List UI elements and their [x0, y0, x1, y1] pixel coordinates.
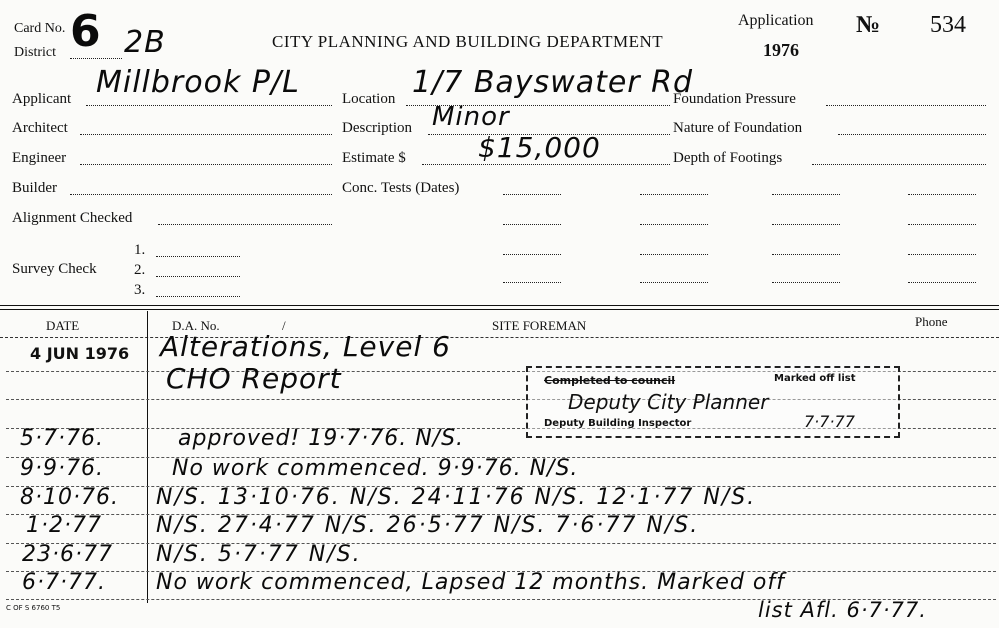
application-number: 534 — [930, 12, 966, 38]
estimate-value: $15,000 — [478, 131, 601, 164]
entry-date: 23·6·77 — [22, 542, 113, 567]
entry-text: CHO Report — [166, 362, 342, 395]
conc-test-blank — [772, 194, 840, 195]
entry-date: 1·2·77 — [26, 513, 102, 538]
nature-of-foundation-label: Nature of Foundation — [673, 120, 803, 136]
entry-date: 4 JUN 1976 — [30, 344, 130, 363]
stamp-bottom-left: Deputy Building Inspector — [544, 418, 692, 429]
conc-test-blank — [908, 282, 976, 283]
district-value: 2B — [124, 25, 166, 60]
section-divider — [0, 305, 999, 306]
entry-text: N/S. 27·4·77 N/S. 26·5·77 N/S. 7·6·77 N/S. — [156, 513, 700, 538]
entry-text: No work commenced, Lapsed 12 months. Marked off — [156, 570, 785, 595]
conc-test-blank — [640, 254, 708, 255]
location-value: 1/7 Bayswater Rd — [412, 65, 694, 100]
entry-text: approved! 19·7·76. N/S. — [178, 426, 465, 451]
conc-test-blank — [908, 194, 976, 195]
conc-test-blank — [640, 224, 708, 225]
stamp-signature: Deputy City Planner — [568, 390, 769, 414]
inspection-stamp — [526, 366, 900, 438]
phone-column-header: Phone — [915, 314, 948, 329]
survey-1: 1. — [134, 242, 146, 258]
department-title: CITY PLANNING AND BUILDING DEPARTMENT — [272, 32, 664, 51]
engineer-label: Engineer — [12, 150, 67, 166]
footer-code: C OF S 6760 T5 — [6, 604, 61, 612]
depth-of-footings-label: Depth of Footings — [673, 150, 783, 166]
architect-label: Architect — [12, 120, 68, 136]
conc-test-blank — [908, 224, 976, 225]
description-value: Minor — [432, 102, 510, 132]
entry-date: 5·7·76. — [20, 426, 104, 451]
da-no-column-header: D.A. No. — [172, 318, 220, 333]
conc-test-blank — [772, 254, 840, 255]
survey-3: 3. — [134, 282, 146, 298]
conc-test-blank — [772, 224, 840, 225]
site-foreman-column-header: SITE FOREMAN — [492, 318, 587, 333]
survey-3-dotline — [156, 296, 240, 297]
entry-date: 8·10·76. — [20, 485, 119, 510]
entry-text: No work commenced. 9·9·76. N/S. — [172, 456, 579, 481]
date-column-header: DATE — [46, 318, 80, 333]
architect-dotline — [80, 134, 332, 135]
survey-2: 2. — [134, 262, 146, 278]
foundation-pressure-label: Foundation Pressure — [673, 91, 796, 107]
district-label: District — [14, 45, 56, 60]
application-label: Application — [738, 12, 814, 29]
application-year: 1976 — [763, 40, 799, 60]
alignment-dotline — [158, 224, 332, 225]
depth-of-footings-dotline — [812, 164, 986, 165]
applicant-label: Applicant — [12, 91, 72, 107]
survey-label: Survey Check — [12, 261, 97, 277]
builder-label: Builder — [12, 180, 57, 196]
card-no-value: 6 — [70, 6, 102, 57]
description-label: Description — [342, 120, 412, 136]
da-no-slash: / — [282, 318, 286, 333]
foundation-pressure-dotline — [826, 105, 986, 106]
stamp-bottom-right: 7·7·77 — [804, 412, 855, 431]
conc-test-blank — [908, 254, 976, 255]
conc-test-blank — [772, 282, 840, 283]
conc-tests-label: Conc. Tests (Dates) — [342, 180, 460, 196]
builder-dotline — [70, 194, 332, 195]
estimate-dotline — [422, 164, 670, 165]
conc-test-blank — [503, 282, 561, 283]
engineer-dotline — [80, 164, 332, 165]
stamp-top-right: Marked off list — [774, 373, 856, 384]
log-row-rule — [6, 543, 996, 544]
stamp-top-left: Completed to council — [544, 374, 676, 387]
applicant-dotline — [86, 105, 332, 106]
conc-test-blank — [640, 282, 708, 283]
log-header-rule — [0, 337, 999, 338]
entry-text: N/S. 13·10·76. N/S. 24·11·76 N/S. 12·1·77 N/S. — [156, 485, 757, 510]
section-divider — [0, 309, 999, 310]
entry-text: N/S. 5·7·77 N/S. — [156, 542, 362, 567]
nature-of-foundation-dotline — [838, 134, 986, 135]
district-dotline — [70, 58, 122, 59]
conc-test-blank — [503, 194, 561, 195]
entry-text: Alterations, Level 6 — [160, 330, 451, 363]
conc-test-blank — [640, 194, 708, 195]
conc-test-blank — [503, 224, 561, 225]
conc-test-blank — [503, 254, 561, 255]
applicant-value: Millbrook P/L — [96, 65, 300, 100]
location-label: Location — [342, 91, 396, 107]
entry-date: 9·9·76. — [20, 456, 104, 481]
alignment-label: Alignment Checked — [12, 210, 133, 226]
number-symbol: № — [856, 12, 881, 38]
closing-note: list Afl. 6·7·77. — [758, 598, 927, 622]
card-no-label: Card No. — [14, 21, 66, 36]
survey-2-dotline — [156, 276, 240, 277]
estimate-label: Estimate $ — [342, 150, 406, 166]
entry-date: 6·7·77. — [22, 570, 106, 595]
survey-1-dotline — [156, 256, 240, 257]
